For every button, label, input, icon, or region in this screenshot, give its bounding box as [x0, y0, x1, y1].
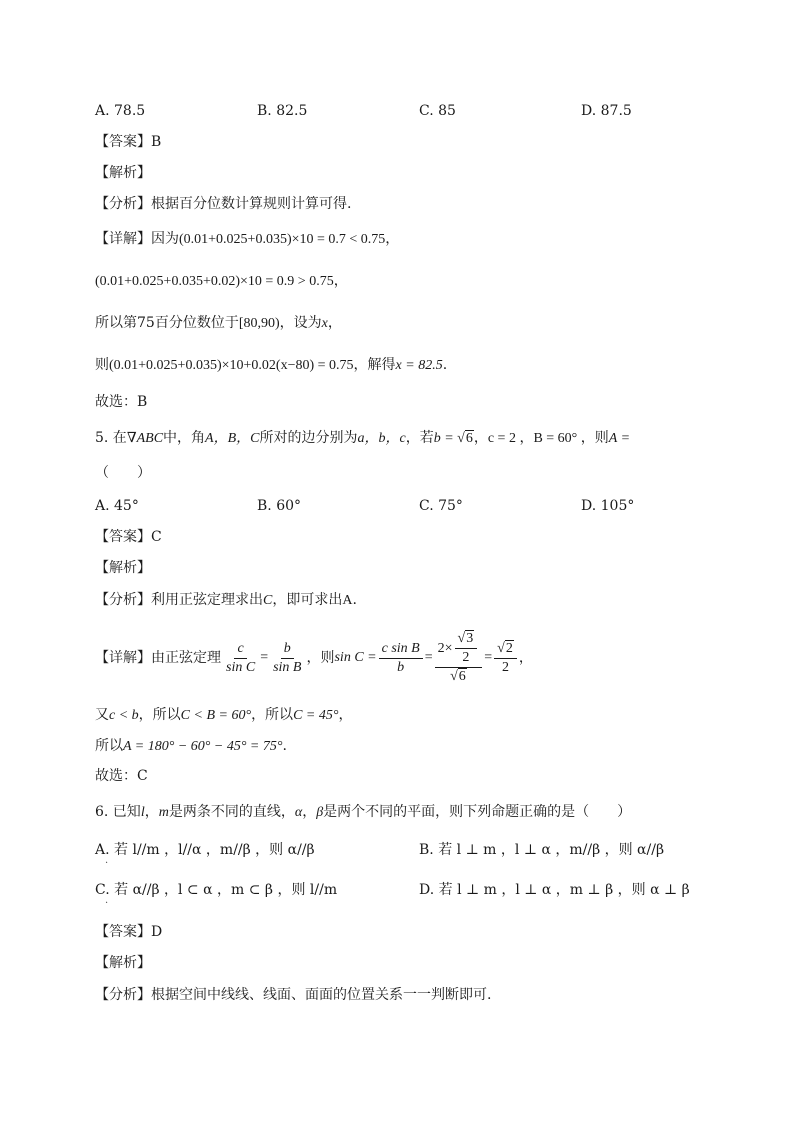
q5-frac-csinB-b: $\frac{\text{c sin B}}{b}$	[379, 640, 423, 677]
q6-stem-c: 是两条不同的直线，	[168, 804, 295, 820]
q4-detail-line1	[95, 229, 399, 250]
q6-option-b: B. 若 l ⊥ m ，l ⊥ α ，m//β ，则 α//β	[419, 842, 665, 858]
q4-detail-line2	[95, 271, 348, 292]
q5-choose: 故选：C	[95, 768, 148, 784]
q5-stem-a: 5. 在	[95, 430, 127, 446]
q5-b-eq: b =	[433, 431, 458, 446]
q4-line4-expr: (0.01+0.025+0.035)×10+0.02(x−80) = 0.75	[109, 358, 354, 373]
q4-detail-expr1: (0.01+0.025+0.035)×10 = 0.7 < 0.75，	[179, 232, 400, 247]
q5-stem-d: ，若	[405, 430, 434, 446]
q4-line4-text-a: 则	[95, 357, 109, 373]
q4-choose: 故选：B	[95, 394, 148, 410]
q5-analysis-label: 【解析】	[95, 560, 151, 576]
q4-detail-line3	[95, 313, 342, 334]
q5-detail-line3	[95, 736, 287, 757]
q5-stem-vars: A，B，C	[205, 431, 260, 446]
q4-line4-text-b: ，解得	[353, 357, 396, 373]
q4-line4-result: x = 82.5	[395, 358, 443, 373]
q4-detail-line4	[95, 355, 447, 376]
q4-answer: 【答案】B	[95, 134, 162, 150]
q5-A: A =	[608, 431, 631, 446]
q5-line2-d: ，	[338, 707, 353, 723]
q6-m: m	[158, 805, 169, 820]
q5-line2-expr2: C < B = 60°	[180, 708, 252, 723]
q5-answer: 【答案】C	[95, 529, 162, 545]
q5-fenxi-b: ，即可求出	[272, 592, 343, 608]
q5-option-c: C. 75°	[419, 498, 463, 514]
q5-detail-line1: 【详解】由正弦定理 $\frac{c}{\text{sin C}}$ = $\frac{b}{\text{sin B}}$ ，则 sin C = $\frac{\text{c sin B}}{b}$ = 2× $\frac{√3}{2}$ √6 = $\frac{√2}{2}$ ，	[95, 631, 533, 684]
q5-option-b: B. 60°	[257, 498, 302, 514]
q5-frac-b-sinB: $\frac{b}{\text{sin B}}$	[273, 640, 302, 675]
q6-beta: β	[316, 805, 324, 820]
q6-stem-d: ，	[302, 804, 317, 820]
q4-line4-text-c: .	[442, 357, 448, 373]
q5-detail-end: ，	[518, 650, 533, 666]
q4-line3-text-a: 所以第75百分位数位于	[95, 315, 239, 331]
q4-option-c: C. 85	[419, 103, 456, 119]
q5-fenxi-C: C	[263, 593, 273, 608]
q5-fenxi	[95, 590, 357, 611]
q5-line2-a: 又	[95, 707, 109, 723]
q4-line3-text-c: ，	[327, 315, 342, 331]
q4-fenxi: 【分析】根据百分位数计算规则计算可得.	[95, 196, 352, 212]
q5-triangle: ∇ABC	[126, 431, 164, 446]
q4-line3-interval: [80,90)	[238, 316, 280, 331]
q5-line2-expr3: C = 45°	[293, 708, 339, 723]
q5-sinC: sin C =	[334, 650, 377, 665]
q5-frac-big: 2× $\frac{√3}{2}$ √6	[435, 630, 483, 686]
q6-fenxi: 【分析】根据空间中线线、线面、面面的位置关系一一判断即可.	[95, 987, 492, 1003]
q5-stem-b: 中，角	[163, 430, 206, 446]
q5-detail-then: ，则	[306, 650, 335, 666]
q5-fenxi-a: 【分析】利用正弦定理求出	[95, 592, 263, 608]
q5-stem-c: 所对的边分别为	[259, 430, 358, 446]
q5-frac-c-sinC: $\frac{c}{\text{sin C}}$	[226, 640, 256, 675]
q4-option-a: A. 78.5	[95, 103, 146, 119]
q6-stem-e: 是两个不同的平面，则下列命题正确的是（ ）	[323, 804, 632, 820]
q6-option-a-dot: ·	[105, 858, 109, 869]
q5-sqrt6: √6	[457, 431, 473, 446]
q6-answer: 【答案】D	[95, 924, 163, 940]
q4-option-d: D. 87.5	[581, 103, 632, 119]
q6-analysis-label: 【解析】	[95, 955, 151, 971]
q5-detail-line2	[95, 705, 352, 726]
q4-option-b: B. 82.5	[257, 103, 308, 119]
q4-line3-text-b: ，设为	[279, 315, 322, 331]
q4-detail-prefix: 【详解】因为	[95, 231, 179, 247]
q5-option-a: A. 45°	[95, 498, 139, 514]
q5-line3-a: 所以	[95, 738, 123, 754]
q5-paren: （ ）	[95, 465, 151, 481]
q6-option-c: C. 若 α//β ，l ⊂ α ，m ⊂ β ，则 l//m	[95, 882, 338, 898]
q5-fenxi-c: .	[352, 592, 357, 608]
q6-option-d: D. 若 l ⊥ m ，l ⊥ α ，m ⊥ β ，则 α ⊥ β	[419, 882, 690, 898]
q5-line2-c: ，所以	[251, 707, 294, 723]
q5-stem	[95, 428, 630, 449]
q6-option-a: A. 若 l//m ，l//α ，m//β ，则 α//β	[95, 842, 315, 858]
q5-stem-sides: a，b，c	[357, 431, 406, 446]
q4-line3-x: x	[321, 316, 328, 331]
q4-analysis-label: 【解析】	[95, 165, 151, 181]
q6-stem-b: ，	[144, 804, 159, 820]
q5-fenxi-A: A	[342, 593, 353, 608]
q5-line2-expr1: c < b	[109, 708, 139, 723]
q4-detail-expr2: (0.01+0.025+0.035+0.02)×10 = 0.9 > 0.75，	[95, 274, 348, 289]
q5-line3-expr: A = 180° − 60° − 45° = 75°	[123, 739, 283, 754]
q6-option-c-dot: ·	[105, 898, 109, 909]
q5-line2-b: ，所以	[138, 707, 181, 723]
q5-option-d: D. 105°	[581, 498, 635, 514]
q5-line3-b: .	[282, 738, 287, 754]
q5-frac-sqrt2-2: $\frac{√2}{2}$	[494, 640, 517, 677]
q6-l: l	[140, 805, 145, 820]
q5-c-eq: ，c = 2 ，B = 60° ，则	[473, 431, 609, 446]
q6-stem	[95, 802, 631, 823]
q6-stem-a: 6. 已知	[95, 804, 141, 820]
q5-detail-prefix: 【详解】由正弦定理	[95, 650, 221, 666]
q6-alpha: α	[294, 805, 303, 820]
